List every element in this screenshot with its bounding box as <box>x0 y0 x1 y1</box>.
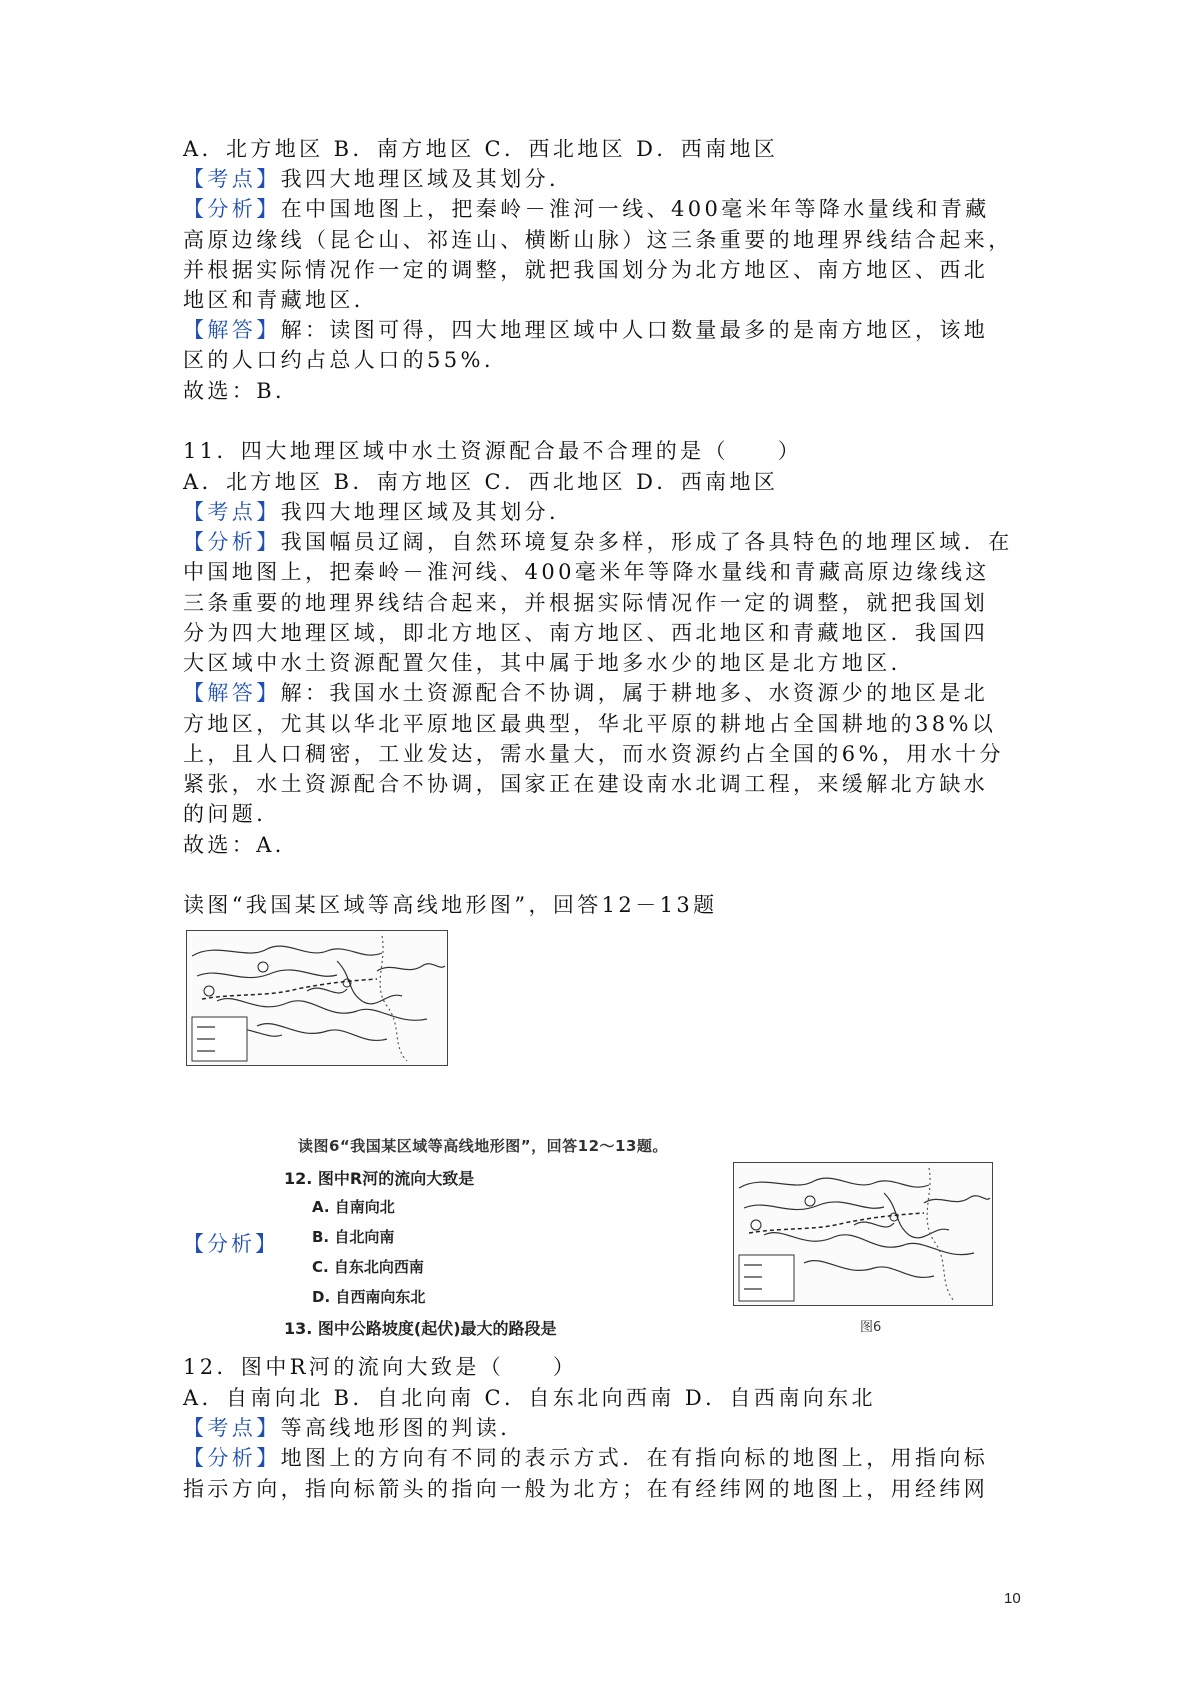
text-line: 指示方向，指向标箭头的指向一般为北方；在有经纬网的地图上，用经纬网 <box>183 1477 989 1501</box>
options-line: A．北方地区 B．南方地区 C．西北地区 D．西南地区 <box>183 137 779 161</box>
fenxi-line: 【分析】在中国地图上，把秦岭－淮河一线、400毫米年等降水量线和青藏 <box>183 197 990 221</box>
text-line: 区的人口约占总人口的55%. <box>183 348 494 372</box>
scan-option-c: C. 自东北向西南 <box>312 1258 424 1276</box>
contour-map-image <box>186 930 448 1066</box>
text-line: 并根据实际情况作一定的调整，就把我国划分为北方地区、南方地区、西北 <box>183 258 989 282</box>
answer-line: 故选：B． <box>183 379 300 403</box>
text-line: 分为四大地理区域，即北方地区、南方地区、西北地区和青藏地区．我国四 <box>183 621 989 645</box>
question-12: 12．图中R河的流向大致是（ ） <box>183 1355 578 1379</box>
options-line: A．北方地区 B．南方地区 C．西北地区 D．西南地区 <box>183 470 779 494</box>
scan-question-13: 13. 图中公路坡度(起伏)最大的路段是 <box>284 1319 557 1338</box>
page-number: 10 <box>1004 1590 1021 1607</box>
text-line: 中国地图上，把秦岭－淮河线、400毫米年等降水量线和青藏高原边缘线这 <box>183 560 990 584</box>
scan-question-12: 12. 图中R河的流向大致是 <box>284 1169 475 1188</box>
kaodian-line: 【考点】我四大地理区域及其划分． <box>183 500 574 524</box>
kaodian-line: 【考点】我四大地理区域及其划分． <box>183 167 574 191</box>
contour-map-image-2 <box>733 1162 993 1306</box>
scan-option-b: B. 自北向南 <box>312 1228 395 1246</box>
text-line: 紧张，水土资源配合不协调，国家正在建设南水北调工程，来缓解北方缺水 <box>183 772 989 796</box>
scan-option-d: D. 自西南向东北 <box>312 1288 426 1306</box>
figure-label: 图6 <box>860 1320 882 1335</box>
scan-caption: 读图6“我国某区域等高线地形图”，回答12～13题。 <box>298 1137 668 1155</box>
text-line: 大区域中水土资源配置欠佳，其中属于地多水少的地区是北方地区． <box>183 651 915 675</box>
question-11: 11．四大地理区域中水土资源配合最不合理的是（ ） <box>183 439 803 463</box>
figure-intro: 读图“我国某区域等高线地形图”，回答12－13题 <box>183 893 718 917</box>
scan-option-a: A. 自南向北 <box>312 1198 395 1216</box>
fenxi-line: 【分析】我国幅员辽阔，自然环境复杂多样，形成了各具特色的地理区域．在 <box>183 530 1013 554</box>
text-line: 方地区，尤其以华北平原地区最典型，华北平原的耕地占全国耕地的38%以 <box>183 712 997 736</box>
text-line: 上，且人口稠密，工业发达，需水量大，而水资源约占全国的6%，用水十分 <box>183 742 1004 766</box>
fenxi-line: 【分析】地图上的方向有不同的表示方式．在有指向标的地图上，用指向标 <box>183 1446 989 1470</box>
text-line: 的问题． <box>183 802 281 826</box>
contour-map-svg-2 <box>734 1163 992 1305</box>
contour-map-svg <box>187 931 447 1065</box>
options-line: A．自南向北 B．自北向南 C．自东北向西南 D．自西南向东北 <box>183 1386 876 1410</box>
embedded-fenxi-tag: 【分析】 <box>183 1232 279 1256</box>
jieda-line: 【解答】解：读图可得，四大地理区域中人口数量最多的是南方地区，该地 <box>183 318 989 342</box>
text-line: 地区和青藏地区． <box>183 288 379 312</box>
text-line: 三条重要的地理界线结合起来，并根据实际情况作一定的调整，就把我国划 <box>183 591 989 615</box>
jieda-line: 【解答】解：我国水土资源配合不协调，属于耕地多、水资源少的地区是北 <box>183 681 989 705</box>
text-line: 高原边缘线（昆仑山、祁连山、横断山脉）这三条重要的地理界线结合起来， <box>183 228 1013 252</box>
kaodian-line: 【考点】等高线地形图的判读． <box>183 1416 525 1440</box>
answer-line: 故选：A． <box>183 833 300 857</box>
